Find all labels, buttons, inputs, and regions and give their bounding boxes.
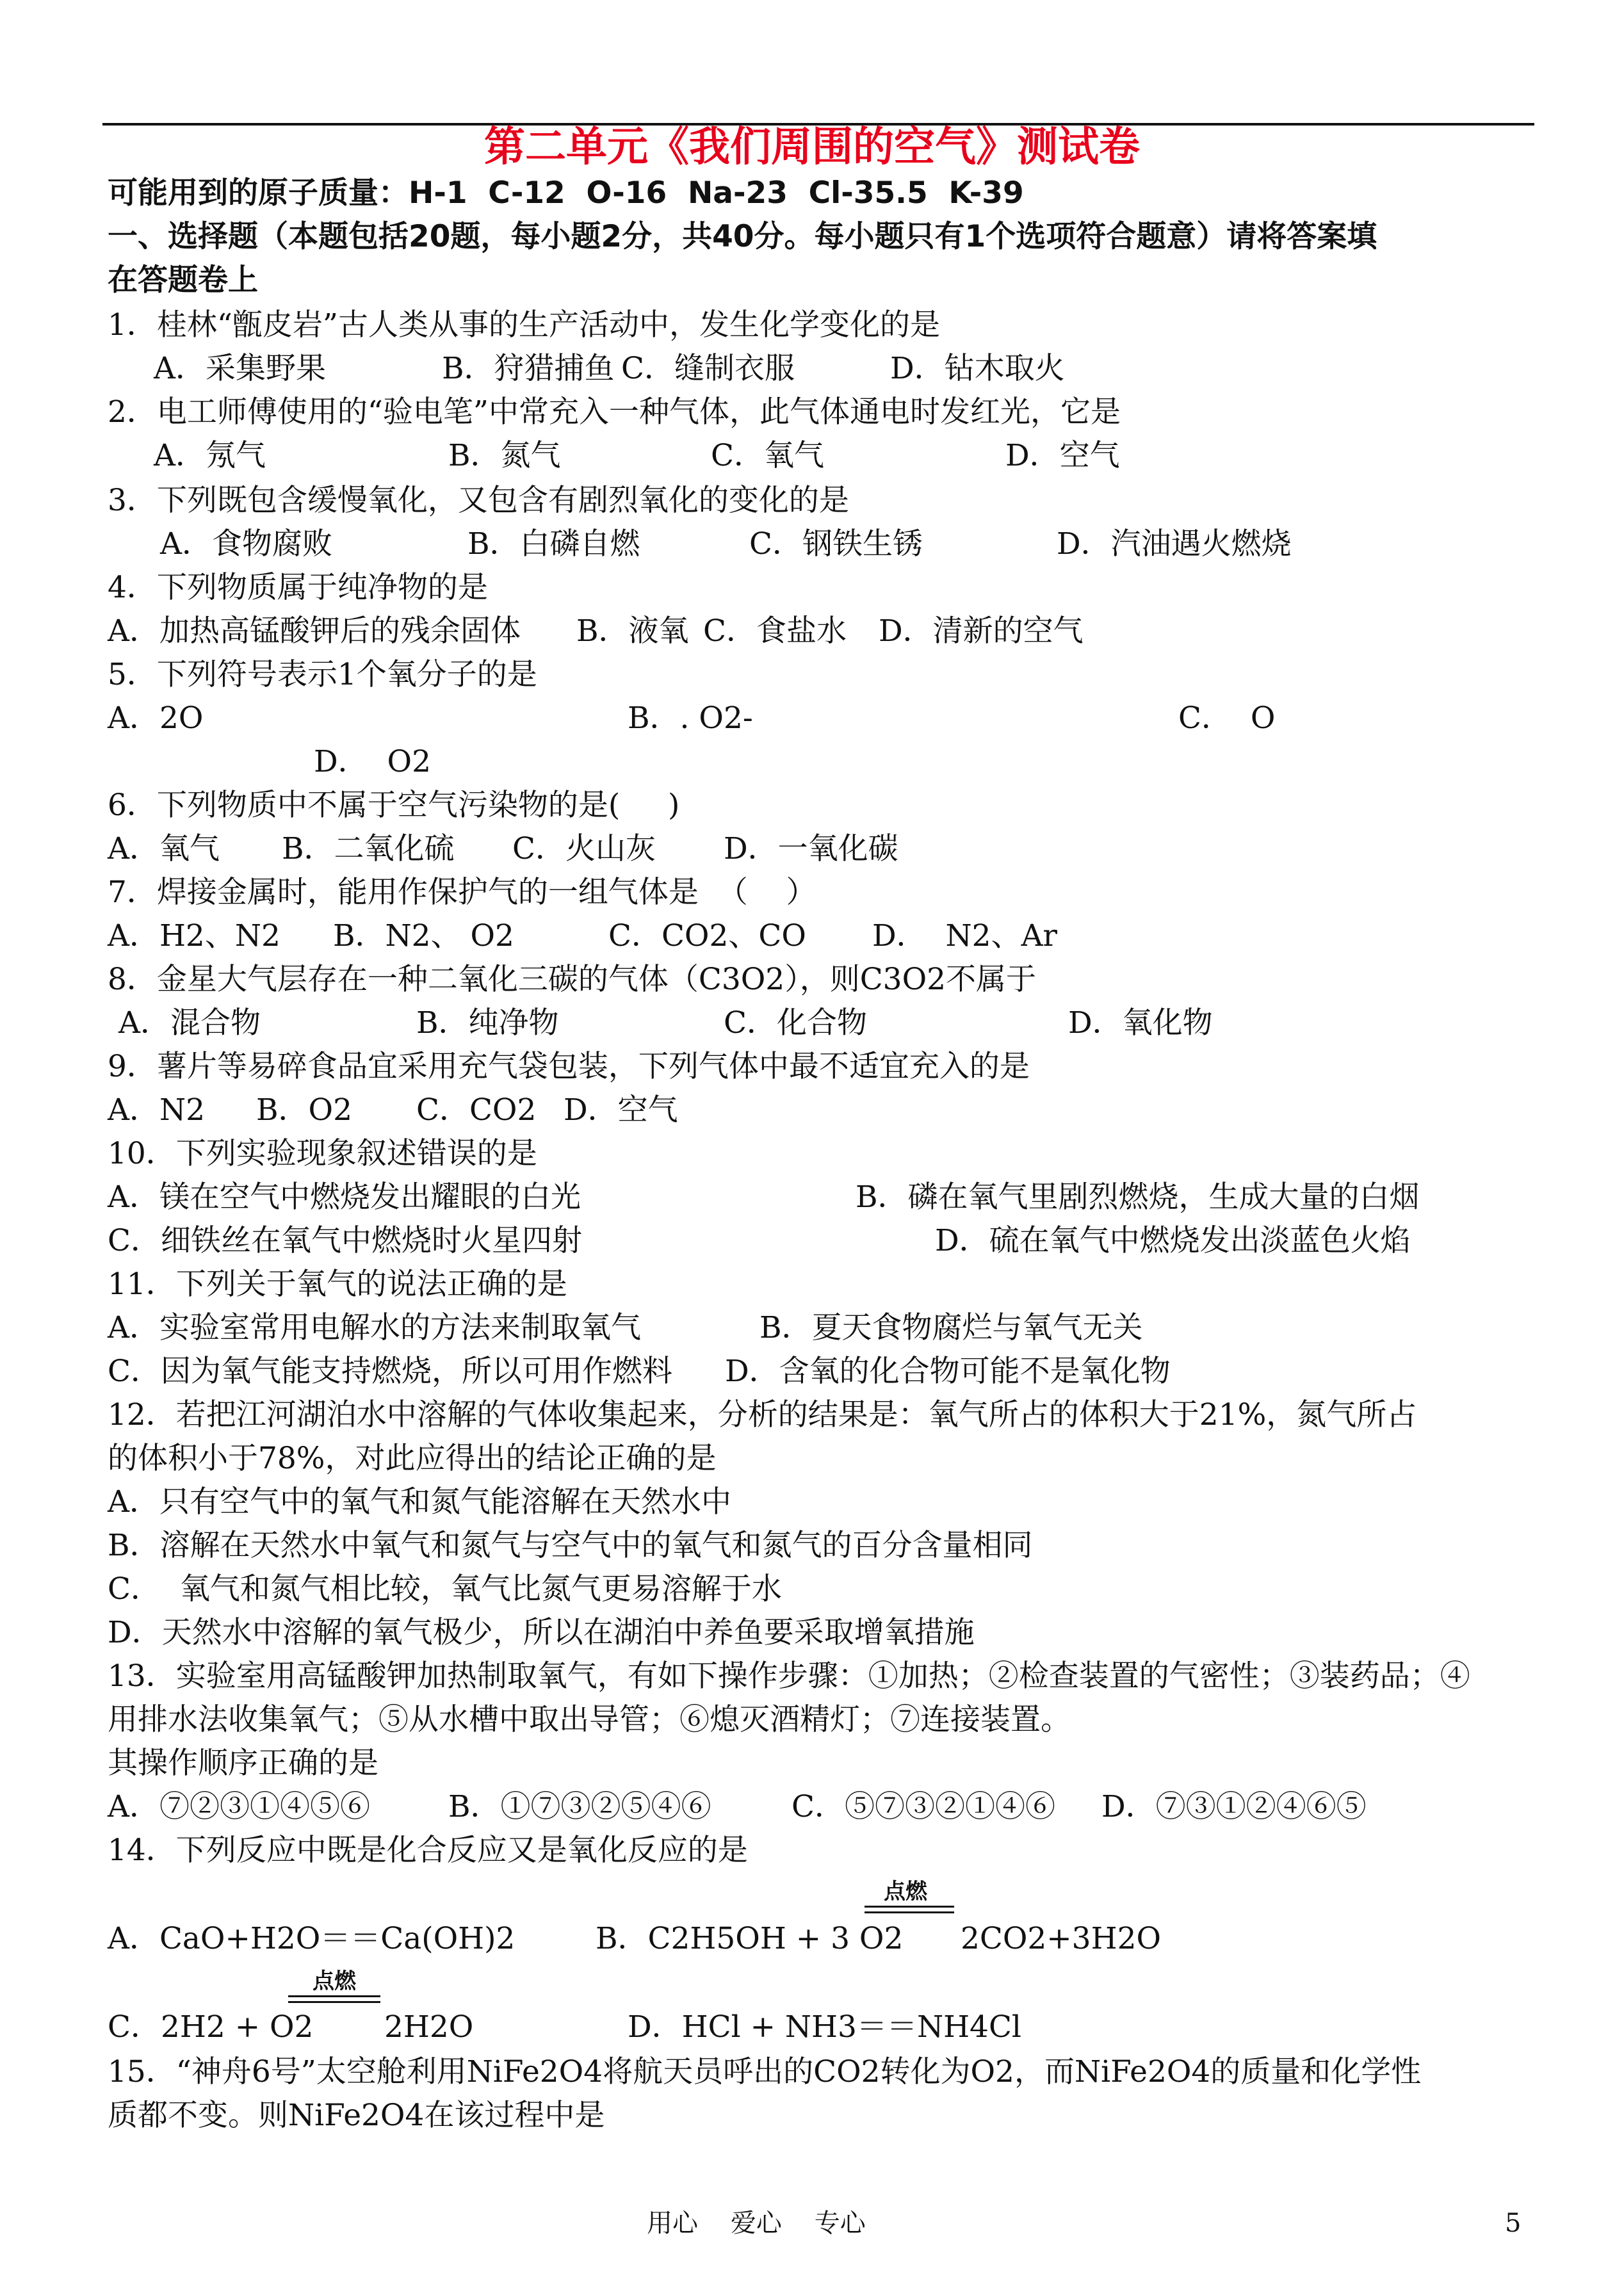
option: B．C2H5OH + 3 O2 [596,1921,904,1956]
option: B．溶解在天然水中氧气和氮气与空气中的氧气和氮气的百分含量相同 [108,1528,1033,1563]
option: C．化合物 [724,1005,867,1041]
question-stem: 5．下列符号表示1个氧分子的是 [108,657,537,692]
option: C． 氧气和氮气相比较，氧气比氮气更易溶解于水 [108,1571,782,1607]
question-stem: 10．下列实验现象叙述错误的是 [108,1136,537,1171]
option: C． O [1178,701,1276,736]
option: D．⑦③①②④⑥⑤ [1101,1789,1367,1824]
reaction-arrow [865,1906,954,1913]
option: D．清新的空气 [879,613,1084,649]
option: D．空气 [564,1092,678,1128]
option: A．只有空气中的氧气和氮气能溶解在天然水中 [108,1484,731,1520]
reaction-condition: 点燃 [313,1968,356,1994]
section-heading-cont: 在答题卷上 [108,263,258,298]
option: A．H2、N2 [108,918,280,953]
question-stem: 15．“神舟6号”太空舱利用NiFe2O4将航天员呼出的CO2转化为O2，而NiFe2O4的质量和化学性 [108,2054,1422,2089]
option: B．狩猎捕鱼 [442,351,615,386]
option: A．实验室常用电解水的方法来制取氧气 [108,1310,641,1345]
page-number: 5 [1505,2209,1522,2238]
option: D．一氧化碳 [724,831,898,866]
question-stem: 8．金星大气层存在一种二氧化三碳的气体（C3O2），则C3O2不属于 [108,962,1036,997]
option: B．N2、 O2 [333,918,514,953]
option: D．钻木取火 [890,351,1065,386]
option: D．氧化物 [1068,1005,1213,1041]
option: C．钢铁生锈 [749,526,923,562]
option: D．HCl + NH3＝＝NH4Cl [628,2009,1021,2045]
option: D． O2 [314,744,431,779]
option: D．硫在氧气中燃烧发出淡蓝色火焰 [935,1223,1411,1258]
question-stem: 12．若把江河湖泊水中溶解的气体收集起来，分析的结果是：氧气所占的体积大于21%，氮气所占 [108,1397,1417,1432]
option: A．混合物 [118,1005,261,1041]
option: 2CO2+3H2O [961,1921,1162,1956]
option: A．⑦②③①④⑤⑥ [108,1789,370,1824]
option: B．. O2- [628,701,753,736]
option: B．液氧 [576,613,689,649]
option: A．加热高锰酸钾后的残余固体 [108,613,521,649]
option: B．白磷自燃 [467,526,640,562]
option: C．CO2 [416,1092,537,1128]
question-stem: 1．桂林“甑皮岩”古人类从事的生产活动中，发生化学变化的是 [108,307,940,343]
option: C．火山灰 [512,831,656,866]
atomic-masses: 可能用到的原子质量：H-1 C-12 O-16 Na-23 Cl-35.5 K-39 [108,175,1024,211]
question-stem-cont: 质都不变。则NiFe2O4在该过程中是 [108,2098,605,2133]
question-stem: 9．薯片等易碎食品宜采用充气袋包装，下列气体中最不适宜充入的是 [108,1049,1030,1084]
option: A．氧气 [108,831,220,866]
option: D．空气 [1005,438,1120,473]
option: B．磷在氧气里剧烈燃烧，生成大量的白烟 [856,1180,1420,1215]
reaction-condition: 点燃 [884,1879,927,1904]
section-heading: 一、选择题（本题包括20题，每小题2分，共40分。每小题只有1个选项符合题意）请将答案填 [108,219,1377,254]
option: D．含氧的化合物可能不是氧化物 [725,1354,1171,1389]
question-stem: 14．下列反应中既是化合反应又是氧化反应的是 [108,1833,748,1868]
option: C．细铁丝在氧气中燃烧时火星四射 [108,1223,582,1258]
page-title: 第二单元《我们周围的空气》测试卷 [484,124,1140,171]
question-stem: 13．实验室用高锰酸钾加热制取氧气，有如下操作步骤：①加热；②检查装置的气密性；③装药品；④ [108,1658,1470,1694]
option: D．汽油遇火燃烧 [1057,526,1292,562]
option: A．镁在空气中燃烧发出耀眼的白光 [108,1180,581,1215]
option: B．纯净物 [416,1005,559,1041]
footer-motto: 用心 爱心 专心 [647,2209,866,2238]
option: C．缝制衣服 [621,351,795,386]
option: D．天然水中溶解的氧气极少，所以在湖泊中养鱼要采取增氧措施 [108,1615,975,1650]
question-stem: 2．电工师傅使用的“验电笔”中常充入一种气体，此气体通电时发红光，它是 [108,394,1121,430]
option: B．O2 [256,1092,352,1128]
option: A．氖气 [154,438,266,473]
option: 2H2O [384,2009,474,2045]
option: A．食物腐败 [160,526,332,562]
option: B．①⑦③②⑤④⑥ [448,1789,711,1824]
option: C．氧气 [711,438,824,473]
option: D． N2、Ar [872,918,1057,953]
option: C．⑤⑦③②①④⑥ [792,1789,1055,1824]
option: B．氮气 [448,438,561,473]
question-stem: 7．焊接金属时，能用作保护气的一组气体是 （ ） [108,875,816,910]
question-stem: 6．下列物质中不属于空气污染物的是( ) [108,788,680,823]
question-stem-cont: 其操作顺序正确的是 [108,1746,378,1781]
option: A．N2 [108,1092,205,1128]
question-stem: 3．下列既包含缓慢氧化，又包含有剧烈氧化的变化的是 [108,483,849,518]
option: B．夏天食物腐烂与氧气无关 [759,1310,1143,1345]
option: B．二氧化硫 [282,831,455,866]
option: C．2H2 + O2 [108,2009,314,2045]
question-stem: 11．下列关于氧气的说法正确的是 [108,1267,567,1302]
option: A．采集野果 [154,351,326,386]
question-stem-cont: 用排水法收集氧气；⑤从水槽中取出导管；⑥熄灭酒精灯；⑦连接装置。 [108,1702,1071,1737]
option: A．CaO+H2O＝＝Ca(OH)2 [108,1921,516,1956]
question-stem: 4．下列物质属于纯净物的是 [108,570,488,605]
option: C．食盐水 [703,613,847,649]
reaction-arrow [288,1995,380,2003]
option: A．2O [108,701,204,736]
option: C．因为氧气能支持燃烧，所以可用作燃料 [108,1354,672,1389]
question-stem-cont: 的体积小于78%，对此应得出的结论正确的是 [108,1441,717,1476]
option: C．CO2、CO [608,918,806,953]
